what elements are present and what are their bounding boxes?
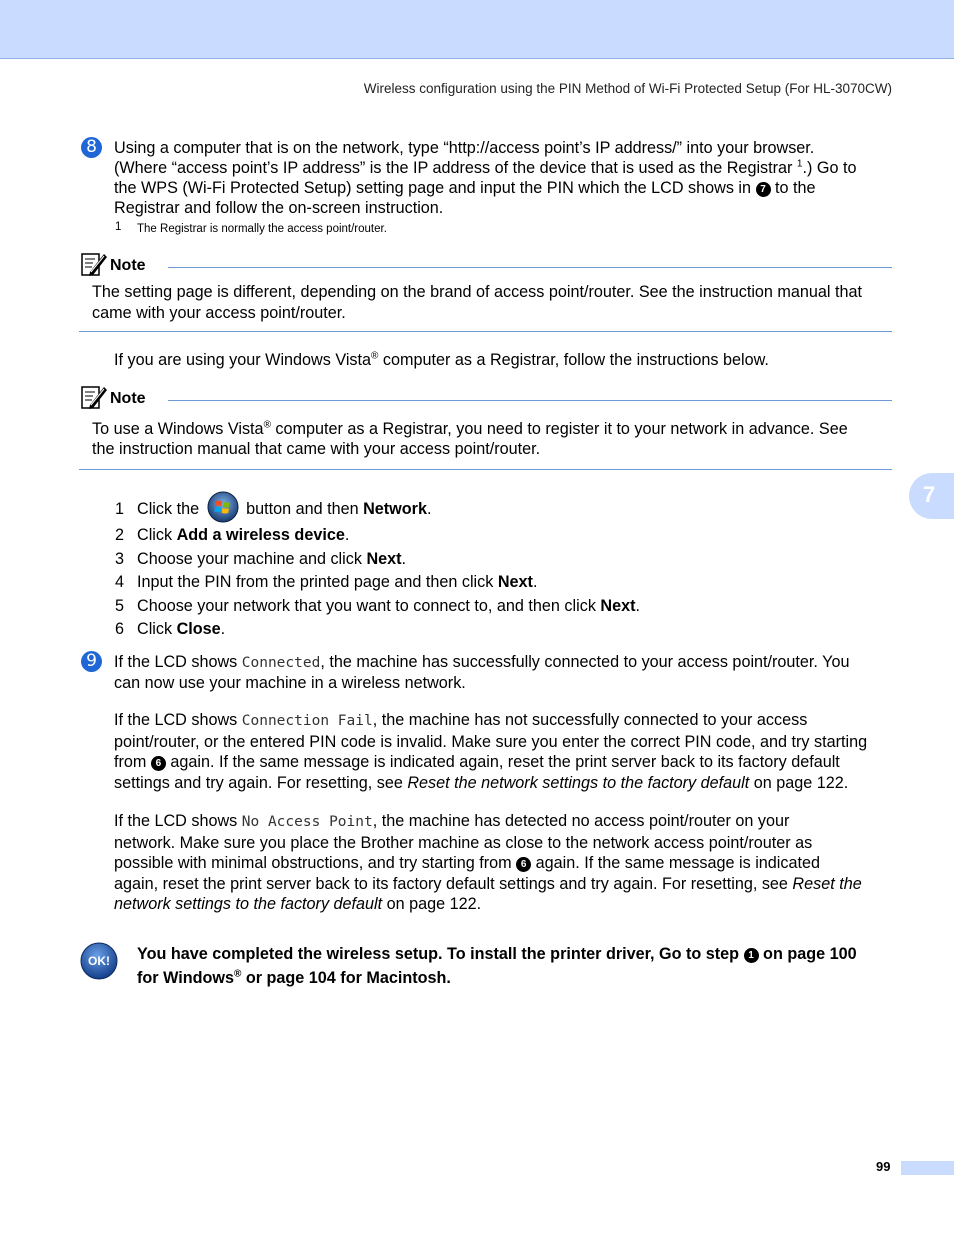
step-9-para-3: If the LCD shows No Access Point, the machine has detected no access point/router on your network. Make sure you place the Brother machine as close to the network access point/router as possible with minimal obstructions, and try starting from 6 again. If the same message is indicated again, reset the print server back to its factory default settings and try again. For resetting, see Reset the network settings to the factory default on page 122. [114,812,862,913]
note-2-body: To use a Windows Vista® computer as a Registrar, you need to register it to your network in advance. See the instruction manual that came with your access point/router. [92,419,848,458]
list-item: 3 Choose your machine and click Next. [115,549,407,568]
step-8-line-3: the WPS (Wi-Fi Protected Setup) setting page and input the PIN which the LCD shows in 7 to the [114,179,816,197]
step-ref-6-icon: 6 [151,756,166,771]
list-item: 4 Input the PIN from the printed page and then click Next. [115,573,538,591]
note-pencil-icon [80,251,108,277]
step-ref-1-icon: 1 [744,948,759,963]
chapter-tab[interactable] [909,473,954,519]
footnote-text: The Registrar is normally the access point/router. [137,223,387,235]
footnote-mark: 1 [115,221,122,233]
ok-icon-label: OK! [88,954,110,968]
list-item: 2 Click Add a wireless device. [115,526,350,544]
list-item: 5 Choose your network that you want to connect to, and then click Next. [115,596,641,615]
cross-reference-link[interactable]: Reset the [792,874,862,893]
step-9-para-2: If the LCD shows Connection Fail, the machine has not successfully connected to your access point/router, or the entered PIN code is invalid. Make sure you enter the correct PIN code, and try starting from 6 again. If the same message is indicated again, reset the print server back to its factory default settings and try again. For resetting, see Reset the network settings to the factory default on page 122. [114,711,868,792]
step-8-text [114,138,904,218]
footnote-ref[interactable]: 1 [796,158,803,170]
note-1-body: The setting page is different, depending on the brand of access point/router. See the instruction manual that came with your access point/router. [92,283,863,322]
note-1-title: Note [110,257,146,274]
list-item: 1 Click the button and then Network. [115,488,640,524]
step-9-badge: 9 [81,651,102,672]
vista-steps-list [115,488,640,642]
note-2-header [80,384,892,412]
windows-start-button-icon [207,491,239,523]
step-8-badge: 8 [81,137,102,158]
step-ref-7-icon: 7 [756,182,771,197]
note-2-title: Note [110,390,146,407]
completion-message: You have completed the wireless setup. To install the printer driver, Go to step 1 on page 100 for Windows® or page 104 for Macintosh. [137,945,857,987]
step-9-para-1: If the LCD shows Connected, the machine has successfully connected to your access point/router. You can now use your machine in a wireless network. [114,653,850,692]
step-8-line-1: Using a computer that is on the network, type “http://access point’s IP address/” into your browser. [114,139,815,157]
step-8-line-4: Registrar and follow the on-screen instruction. [114,199,444,217]
chapter-tab-number: 7 [923,482,936,507]
note-1-rule [168,267,892,268]
note-2-bottom-rule [79,469,892,470]
note-2-rule [168,400,892,401]
note-1-bottom-rule [79,331,892,332]
top-header-band [0,0,954,59]
note-1-header [80,251,892,279]
footer-band [901,1161,954,1175]
step-ref-6-icon: 6 [516,857,531,872]
step-8-line-2: (Where “access point’s IP address” is the IP address of the device that is used as the Registrar $^1$.) Go to [114,158,857,177]
cross-reference-link[interactable]: network settings to the factory default [114,895,383,913]
page-number: 99 [876,1159,891,1174]
cross-reference-link[interactable]: Reset the network settings to the factory default [407,773,750,792]
note-pencil-icon [80,384,108,410]
lcd-message: Connection Fail [241,713,373,729]
vista-intro: If you are using your Windows Vista® computer as a Registrar, follow the instructions below. [114,350,769,369]
ok-icon [80,942,118,980]
lcd-message: No Access Point [241,814,373,830]
running-header: Wireless configuration using the PIN Method of Wi-Fi Protected Setup (For HL-3070CW) [363,81,892,96]
lcd-message: Connected [241,655,321,671]
list-item: 6 Click Close. [115,620,226,638]
